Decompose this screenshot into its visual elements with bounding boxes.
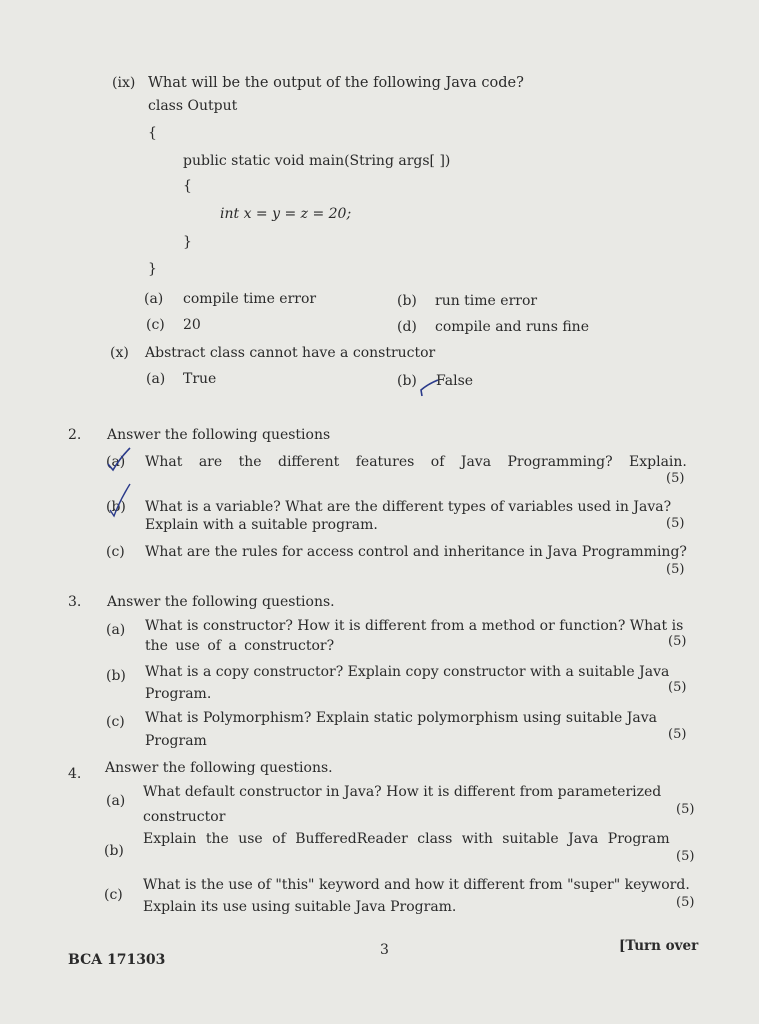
option-key: (a) [144,291,164,307]
option-key: (b) [397,373,417,389]
code-line: class Output [148,98,238,114]
option-text: True [183,371,217,387]
marks: (5) [668,680,687,695]
marks: (5) [666,562,685,577]
sub-question-key: (b) [104,843,124,859]
sub-question-line: What is constructor? How it is different from a method or function? What is [145,618,684,634]
question-number: 3. [68,594,82,610]
pen-tick-mark [418,376,440,398]
sub-question-line: Explain its use using suitable Java Program. [143,899,457,915]
marks: (5) [676,849,695,864]
sub-question-line: What is a copy constructor? Explain copy constructor with a suitable Java [145,664,670,680]
sub-question-key: (b) [106,668,126,684]
option-text: run time error [435,293,538,309]
option-text: compile time error [183,291,317,307]
marks: (5) [668,634,687,649]
sub-question-key: (c) [106,544,125,560]
sub-question-line: Explain the use of BufferedReader class with suitable Java Program [143,831,670,847]
code-line: public static void main(String args[ ]) [183,153,451,169]
marks: (5) [676,802,695,817]
question-x-text: Abstract class cannot have a constructor [145,345,436,361]
question-heading: Answer the following questions. [107,594,335,610]
marks: (5) [676,895,695,910]
pen-tick-mark [104,482,134,518]
question-number: 4. [68,766,82,782]
sub-question-key: (a) [106,793,126,809]
page-number: 3 [380,942,389,958]
code-line: { [148,125,157,141]
sub-question-line: What is a variable? What are the different types of variables used in Java? [145,499,672,515]
pen-tick-mark [104,446,134,476]
marks: (5) [666,516,685,531]
sub-question-line: Program [145,733,207,749]
question-number-ix: (ix) [112,75,136,91]
question-number-x: (x) [110,345,129,361]
question-number: 2. [68,427,82,443]
option-text: 20 [183,317,201,333]
marks: (5) [668,727,687,742]
justified-text: What are the different features of Java Programming? Explain. [145,454,687,470]
sub-question-line: What default constructor in Java? How it is different from parameterized [143,784,662,800]
sub-question-key: (a) [106,622,126,638]
sub-question-line: What is the use of "this" keyword and how it different from "super" keyword. [143,877,690,893]
sub-question-key: (b) [106,499,126,515]
sub-question-key: (c) [104,887,123,903]
sub-question-line [145,453,697,471]
question-ix-text: What will be the output of the following Java code? [148,75,524,91]
option-text: compile and runs fine [435,319,589,335]
sub-question-line: What are the rules for access control and inheritance in Java Programming? [145,544,687,560]
sub-question-line: What is Polymorphism? Explain static polymorphism using suitable Java [145,710,657,726]
question-heading: Answer the following questions. [105,760,333,776]
code-line: } [183,234,192,250]
code-line: } [148,261,157,277]
sub-question-line: Explain with a suitable program. [145,517,378,533]
turn-over-note: [Turn over [619,938,699,954]
sub-question-line: Program. [145,686,212,702]
sub-question-line: the use of a constructor? [145,638,335,654]
sub-question-line: constructor [143,809,226,825]
paper-code: BCA 171303 [68,952,166,968]
code-line: int x = y = z = 20; [220,206,352,222]
option-text: False [436,373,474,389]
sub-question-key: (c) [106,714,125,730]
option-key: (a) [146,371,166,387]
marks: (5) [666,471,685,486]
option-key: (c) [146,317,165,333]
code-line: { [183,178,192,194]
question-heading: Answer the following questions [107,427,331,443]
option-key: (b) [397,293,417,309]
option-key: (d) [397,319,417,335]
sub-question-key: (a) [106,454,126,470]
